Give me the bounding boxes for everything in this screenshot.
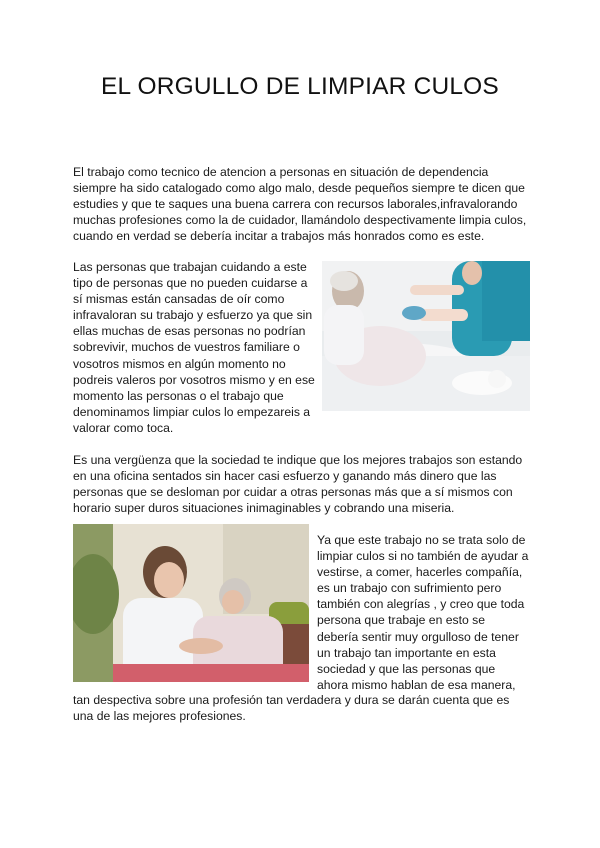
paragraph-caregivers <box>73 259 315 436</box>
paragraph-society <box>73 452 522 516</box>
text-line: vestirse, a comer, hacerles compañía, <box>317 565 523 580</box>
text-line: momento las personas o el trabajo que <box>73 388 284 403</box>
text-line: El trabajo como tecnico de atencion a personas en situación de dependencia <box>73 165 489 179</box>
photo-nurse-feeding-patient <box>322 261 530 411</box>
text-line: persona que trabaje en esto se <box>317 613 486 628</box>
text-line: muchas profesiones como la de cuidador, llamándolo despectivamente limpia culos, <box>73 213 527 228</box>
text-line: tan despectiva sobre una profesión tan verdadera y dura se darán cuenta que es <box>73 693 510 707</box>
text-line: limpiar culos si no también de ayudar a <box>317 549 529 564</box>
text-line: Es una vergüenza que la sociedad te indique que los mejores trabajos son estando <box>73 453 523 467</box>
text-line: podreis valeros por vosotros mismo y en ese <box>73 372 315 387</box>
paragraph-conclusion <box>73 692 509 724</box>
text-line: Las personas que trabajan cuidando a este <box>73 260 307 274</box>
text-line: siempre ha sido catalogado como algo malo, desde pequeños siempre te dicen que <box>73 181 525 196</box>
text-line: estudies y que te saques una buena carrera con recursos laborales,infravalorando <box>73 197 518 212</box>
paragraph-intro <box>73 164 526 244</box>
text-line: en una oficina sentados sin hacer casi esfuerzo y ganando más dinero que las <box>73 469 497 484</box>
text-line: sobrevivir, muchos de vuestros familiare o <box>73 340 300 355</box>
text-line: una de las mejores profesiones. <box>73 709 246 724</box>
text-line: infravaloran su trabajo y esfuerzo ya que sin <box>73 308 313 323</box>
text-line: valorar como toca. <box>73 420 174 435</box>
photo-caregiver-with-elderly <box>73 524 309 682</box>
text-line: debería sentir muy orgulloso de tener <box>317 629 519 644</box>
text-line: denominamos limpiar culos lo empezareis a <box>73 404 311 419</box>
document-title: EL ORGULLO DE LIMPIAR CULOS <box>101 73 499 100</box>
text-line: personas que se desloman por cuidar a otras personas más que a sí mismos con <box>73 485 513 500</box>
text-line: sí mismas están cansadas de oír como <box>73 292 285 307</box>
text-line: también con alegrías , y creo que toda <box>317 597 525 612</box>
text-line: sociedad y que las personas que <box>317 661 496 676</box>
text-line: tipo de personas que no pueden cuidarse a <box>73 276 308 291</box>
text-line: ellas muchas de esas personas no podrían <box>73 324 306 339</box>
text-line: ahora mismo hablan de esa manera, <box>317 677 516 692</box>
text-line: Ya que este trabajo no se trata solo de <box>317 533 526 547</box>
text-line: horario super duros situaciones inimaginables y cobrando una miseria. <box>73 501 455 516</box>
paragraph-pride <box>317 532 528 693</box>
text-line: vosotros mismos en algún momento no <box>73 356 286 371</box>
text-line: es un trabajo con sufrimiento pero <box>317 581 502 596</box>
text-line: un trabajo tan importante en esta <box>317 645 496 660</box>
text-line: cuando en verdad se debería incitar a trabajos más honrados como es este. <box>73 229 485 244</box>
